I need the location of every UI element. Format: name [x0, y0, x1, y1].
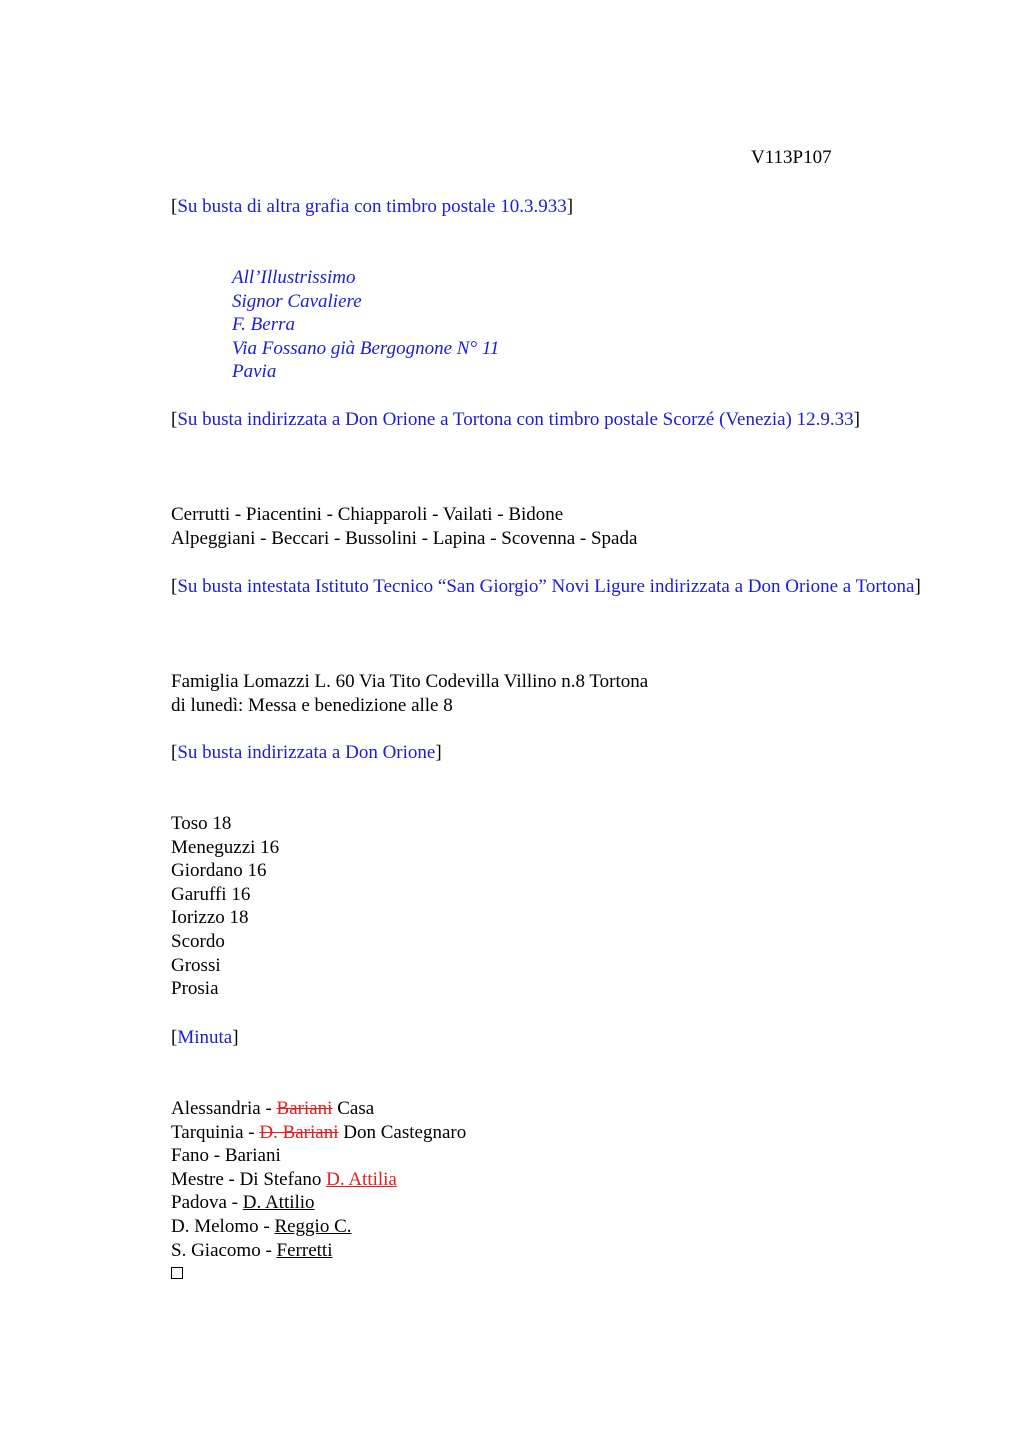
- minuta-line-3: Fano - Bariani: [171, 1145, 281, 1167]
- envelope-address: [232, 266, 499, 384]
- underlined-text: D. Attilio: [242, 1192, 315, 1214]
- note-3-text: Su busta intestata Istituto Tecnico “San Giorgio” Novi Ligure indirizzata a Don Orione a Tortona: [177, 576, 915, 597]
- family-line-1: Famiglia Lomazzi L. 60 Via Tito Codevilla Villino n.8 Tortona: [171, 671, 649, 692]
- underlined-text: Reggio C.: [274, 1215, 352, 1237]
- address-line-5: Pavia: [232, 361, 277, 383]
- minuta-list: [171, 1097, 931, 1286]
- underlined-text: Ferretti: [276, 1239, 333, 1261]
- minuta-text: S. Giacomo -: [171, 1239, 277, 1261]
- editorial-note-4: [Su busta indirizzata a Don Orione]: [171, 742, 442, 763]
- family-line-2: di lunedì: Messa e benedizione alle 8: [171, 694, 453, 716]
- list-item: Meneguzzi 16: [171, 836, 280, 858]
- address-line-4: Via Fossano già Bergognone N° 11: [232, 337, 500, 359]
- minuta-text: Casa: [332, 1098, 375, 1119]
- note-5-text: Minuta: [177, 1027, 233, 1048]
- minuta-text: Mestre - Di Stefano: [171, 1168, 327, 1190]
- minuta-text: Don Castegnaro: [338, 1121, 467, 1143]
- minuta-line-5: [171, 1191, 931, 1215]
- note-1-text: Su busta di altra grafia con timbro postale 10.3.933: [177, 196, 567, 217]
- empty-square-icon: [171, 1267, 183, 1279]
- names-list: [171, 812, 931, 1001]
- address-line-2: Signor Cavaliere: [232, 290, 362, 312]
- note-4-text: Su busta indirizzata a Don Orione: [177, 742, 436, 763]
- deleted-text: D. Attilia: [326, 1168, 397, 1190]
- list-item: Scordo: [171, 930, 225, 952]
- list-item: Garuffi 16: [171, 883, 251, 905]
- minuta-text: Alessandria -: [171, 1098, 277, 1119]
- family-block: [171, 670, 931, 717]
- editorial-note-2: [Su busta indirizzata a Don Orione a Tortona con timbro postale Scorzé (Venezia) 12.9.33]: [171, 409, 860, 430]
- minuta-text: Padova -: [171, 1192, 243, 1214]
- editorial-note-5: [Minuta]: [171, 1027, 239, 1048]
- minuta-line-1: [171, 1097, 931, 1121]
- names-line-2: Alpeggiani - Beccari - Bussolini - Lapina - Scovenna - Spada: [171, 527, 638, 549]
- list-item: Toso 18: [171, 813, 232, 834]
- minuta-text: Tarquinia -: [171, 1121, 260, 1143]
- address-line-1: All’Illustrissimo: [232, 267, 356, 288]
- minuta-line-2: [171, 1121, 931, 1145]
- list-item: Iorizzo 18: [171, 907, 249, 929]
- minuta-text: D. Melomo -: [171, 1215, 275, 1237]
- document-code: V113P107: [751, 147, 832, 168]
- names-line-1: Cerrutti - Piacentini - Chiapparoli - Vailati - Bidone: [171, 504, 564, 525]
- editorial-note-3: [Su busta intestata Istituto Tecnico “San Giorgio” Novi Ligure indirizzata a Don Orione a Tortona]: [171, 576, 921, 597]
- list-item: Prosia: [171, 978, 219, 1000]
- names-block: [171, 503, 931, 550]
- deleted-text: Bariani: [276, 1098, 333, 1119]
- editorial-note-1: [Su busta di altra grafia con timbro postale 10.3.933]: [171, 196, 574, 217]
- address-line-3: F. Berra: [232, 314, 295, 336]
- list-item: Giordano 16: [171, 860, 267, 882]
- minuta-line-7: [171, 1239, 931, 1263]
- deleted-text: D. Bariani: [259, 1121, 339, 1143]
- list-item: Grossi: [171, 954, 221, 976]
- minuta-line-4: [171, 1168, 931, 1192]
- minuta-line-6: [171, 1215, 931, 1239]
- note-2-text: Su busta indirizzata a Don Orione a Tortona con timbro postale Scorzé (Venezia) 12.9.33: [177, 409, 854, 430]
- checkbox-line: [171, 1262, 931, 1286]
